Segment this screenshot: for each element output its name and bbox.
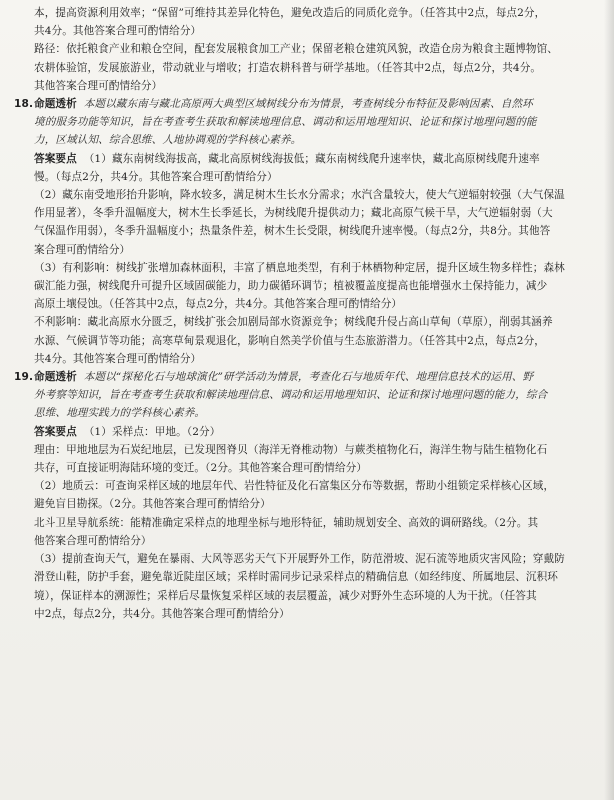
answer-line: 不利影响：藏北高原水分匮乏，树线扩张会加剧局部水资源竞争；树线爬升侵占高山草甸（草原），削弱其涵养 <box>34 316 553 329</box>
analysis-line: 境的服务功能等知识，旨在考查考生获取和解读地理信息、调动和运用地理知识、论证和探讨地理问题的能 <box>34 116 537 129</box>
answer-content <box>16 4 604 623</box>
analysis-text: 本题以“探秘化石与地球演化”研学活动为情景，考查化石与地质年代、地理信息技术的运用、野 <box>83 371 534 384</box>
answer-line: 滑登山鞋，防护手套，避免靠近陡崖区域；采样时需同步记录采样点的精确信息（如经纬度、所属地层、沉积环 <box>34 571 558 584</box>
answer-line <box>34 150 604 168</box>
answer-line: 理由：甲地地层为石炭纪地层，已发现图脊贝（海洋无脊椎动物）与蕨类植物化石，海洋生物与陆生植物化石 <box>34 443 548 456</box>
analysis-line <box>34 368 604 386</box>
answer-line: （2）地质云：可查询采样区域的地层年代、岩性特征及化石富集区分布等数据，帮助小组锁定采样核心区域， <box>34 480 555 493</box>
analysis-line <box>34 95 604 113</box>
answer-line: 共存，可直接证明海陆环境的变迁。（2分。其他答案合理可酌情给分） <box>34 462 368 475</box>
analysis-line: 思维、地理实践力的学科核心素养。 <box>34 407 206 420</box>
answer-text: （1）藏东南树线海拔高，藏北高原树线海拔低；藏东南树线爬升速率快，藏北高原树线爬升速率 <box>83 152 540 165</box>
answer-line: 避免盲目勘探。（2分。其他答案合理可酌情给分） <box>34 498 271 511</box>
answer-line: 北斗卫星导航系统：能精准确定采样点的地理坐标与地形特征，辅助规划安全、高效的调研路线。（2分。其 <box>34 516 539 529</box>
answer-line: 案合理可酌情给分） <box>34 243 131 256</box>
analysis-text: 本题以藏东南与藏北高原两大典型区域树线分布为情景，考查树线分布特征及影响因素、自然环 <box>83 98 533 111</box>
answer-line: 中2点，每点2分，共4分。其他答案合理可酌情给分） <box>34 607 290 620</box>
answer-line: 他答案合理可酌情给分） <box>34 534 152 547</box>
answer-line: （3）有利影响：树线扩张增加森林面积，丰富了栖息地类型，有利于林栖物种定居，提升区域生物多样性；森林 <box>34 261 565 274</box>
question-number: 19. <box>14 371 34 384</box>
answer-line: 慢。（每点2分，共4分。其他答案合理可酌情给分） <box>34 170 278 183</box>
question-number: 18. <box>14 98 34 111</box>
answer-line: 高原土壤侵蚀。（任答其中2点，每点2分，共4分。其他答案合理可酌情给分） <box>34 298 403 311</box>
answer-line <box>34 423 604 441</box>
answer-line: 作用显著），冬季升温幅度大，树木生长季延长，为树线爬升提供动力；藏北高原气候干旱，大气逆辐射弱（大 <box>34 207 553 220</box>
answer-label: 答案要点 <box>34 425 77 438</box>
answer-text: （1）采样点：甲地。（2分） <box>83 425 221 438</box>
answer-label: 答案要点 <box>34 152 77 165</box>
answer-line: 共4分。其他答案合理可酌情给分） <box>34 352 202 365</box>
question-19 <box>16 368 604 623</box>
text-line: 农耕体验馆，发展旅游业，带动就业与增收；打造农耕科普与研学基地。（任答其中2点，每点2分，共4分。 <box>34 61 542 74</box>
answer-line: 气保温作用弱），冬季升温幅度小；热量条件差，树木生长受限，树线爬升速率慢。（每点2分，共8分。其他答 <box>34 225 551 238</box>
analysis-line: 力，区域认知、综合思维、人地协调观的学科核心素养。 <box>34 134 302 147</box>
analysis-label: 命题透析 <box>34 98 77 111</box>
text-line: 共4分。其他答案合理可酌情给分） <box>34 25 202 38</box>
text-line: 路径：依托粮食产业和粮仓空间，配套发展粮食加工产业；保留老粮仓建筑风貌，改造仓房为粮食主题博物馆、 <box>34 43 558 56</box>
page-edge-shadow <box>604 0 614 800</box>
text-line: 其他答案合理可酌情给分） <box>34 79 163 92</box>
answer-line: 境），保证样本的溯源性；采样后尽量恢复采样区域的表层覆盖，减少对野外生态环境的人为干扰。（任答其 <box>34 589 537 602</box>
question-18 <box>16 95 604 368</box>
analysis-label: 命题透析 <box>34 371 77 384</box>
answer-line: （3）提前查询天气，避免在暴雨、大风等恶劣天气下开展野外工作，防范滑坡、泥石流等地质灾害风险；穿戴防 <box>34 553 565 566</box>
answer-line: 水源、气候调节等功能；高寒草甸景观退化，影响自然美学价值与生态旅游潜力。（任答其中2点，每点2分， <box>34 334 545 347</box>
text-line: 本，提高资源利用效率；“保留”可维持其差异化特色，避免改造后的同质化竞争。（任答其中2点，每点2分， <box>34 7 546 19</box>
analysis-line: 外考察等知识，旨在考查考生获取和解读地理信息、调动和运用地理知识、论证和探讨地理问题的能力，综合 <box>34 389 548 402</box>
answer-line: （2）藏东南受地形抬升影响，降水较多，满足树木生长水分需求；水汽含量较大，使大气逆辐射较强（大气保温 <box>34 189 565 202</box>
answer-line: 碳汇能力强，树线爬升可提升区域固碳能力，助力碳循环调节；植被覆盖度提高也能增强水土保持能力，减少 <box>34 280 548 293</box>
